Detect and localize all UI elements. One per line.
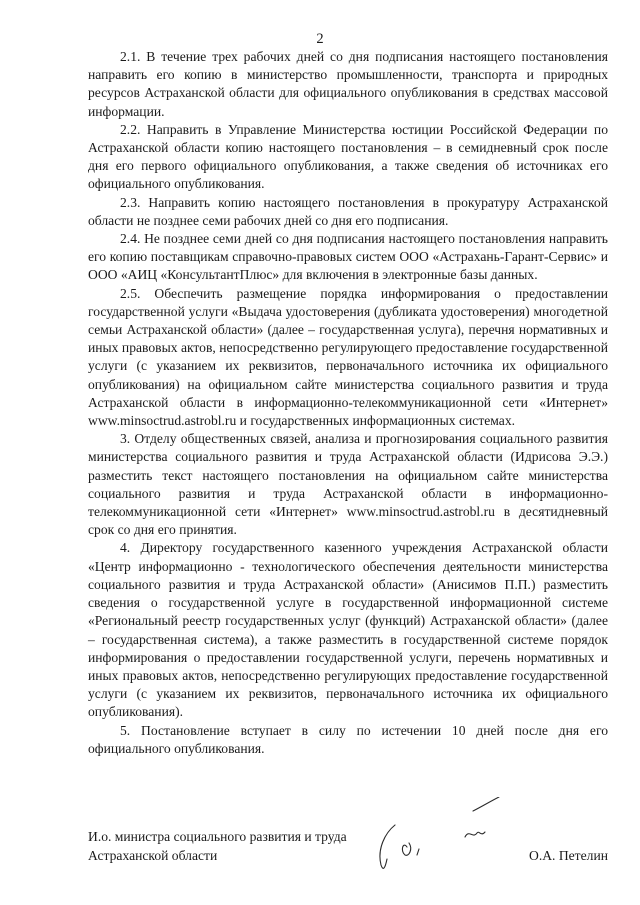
paragraph-5: 5. Постановление вступает в силу по истечении 10 дней после дня его официального опубликования.	[88, 722, 608, 756]
paragraph-2-4: 2.4. Не позднее семи дней со дня подписания настоящего постановления направить его копию поставщикам справочно-правовых систем ООО «Астрахань-Гарант-Сервис» и ООО «АИЦ «КонсультантПлюс» для включения в электронные базы данных.	[88, 231, 608, 283]
handwritten-signature	[373, 797, 503, 882]
paragraph-3: 3. Отделу общественных связей, анализа и прогнозирования социального развития министерства социального развития и труда Астраханской области (Идрисова Э.Э.) разместить текст настоящего постановления на официальном сайте министерства социального развития и труда Астраханской области в информационно-телекоммуникационной сети «Интернет» www.minsoctrud.astrobl.ru в десятидневный срок со дня его принятия.	[88, 431, 608, 538]
signer-title	[88, 827, 347, 865]
signer-title-line-1: И.о. министра социального развития и труда	[88, 829, 347, 844]
paragraph-2-2: 2.2. Направить в Управление Министерства юстиции Российской Федерации по Астраханской области копию настоящего постановления – в семидневный срок после дня его первого официального опубликования, а также сведения об источниках его официального опубликования.	[88, 121, 608, 192]
page-number: 2	[316, 31, 324, 47]
signer-name: О.А. Петелин	[529, 848, 608, 863]
document-body	[88, 48, 608, 758]
paragraph-2-5: 2.5. Обеспечить размещение порядка информирования о предоставлении государственной услуги «Выдача удостоверения (дубликата удостоверения) многодетной семьи Астраханской области» (далее – государственная услуга), перечня нормативных и иных правовых актов, непосредственно регулирующего предоставление государственной услуги (с указанием их реквизитов, первоначального источника их официального опубликования) на официальном сайте министерства социального развития и труда Астраханской области в информационно-телекоммуникационной сети «Интернет» www.minsoctrud.astrobl.ru и государственных информационных системах.	[88, 285, 608, 429]
paragraph-2-1: 2.1. В течение трех рабочих дней со дня подписания настоящего постановления направить его копию в министерство промышленности, транспорта и природных ресурсов Астраханской области для официального опубликования в средствах массовой информации.	[88, 49, 608, 119]
signature-block	[88, 827, 608, 887]
paragraph-2-3: 2.3. Направить копию настоящего постановления в прокуратуру Астраханской области не позднее семи рабочих дней со дня его подписания.	[88, 194, 608, 228]
signer-title-line-2: Астраханской области	[88, 848, 218, 863]
paragraph-4: 4. Директору государственного казенного учреждения Астраханской области «Центр информационно - технологического обеспечения деятельности министерства социального развития и труда Астраханской области» (Анисимов П.П.) разместить сведения о государственной услуге в государственной информационной системе «Региональный реестр государственных услуг (функций) Астраханской области» (далее – государственная система), а также разместить в государственной системе порядок информирования о предоставлении государственной услуги, перечень нормативных и иных правовых актов, непосредственно регулирующих предоставление государственной услуги (с указанием их реквизитов, первоначального источника их официального опубликования).	[88, 540, 608, 720]
